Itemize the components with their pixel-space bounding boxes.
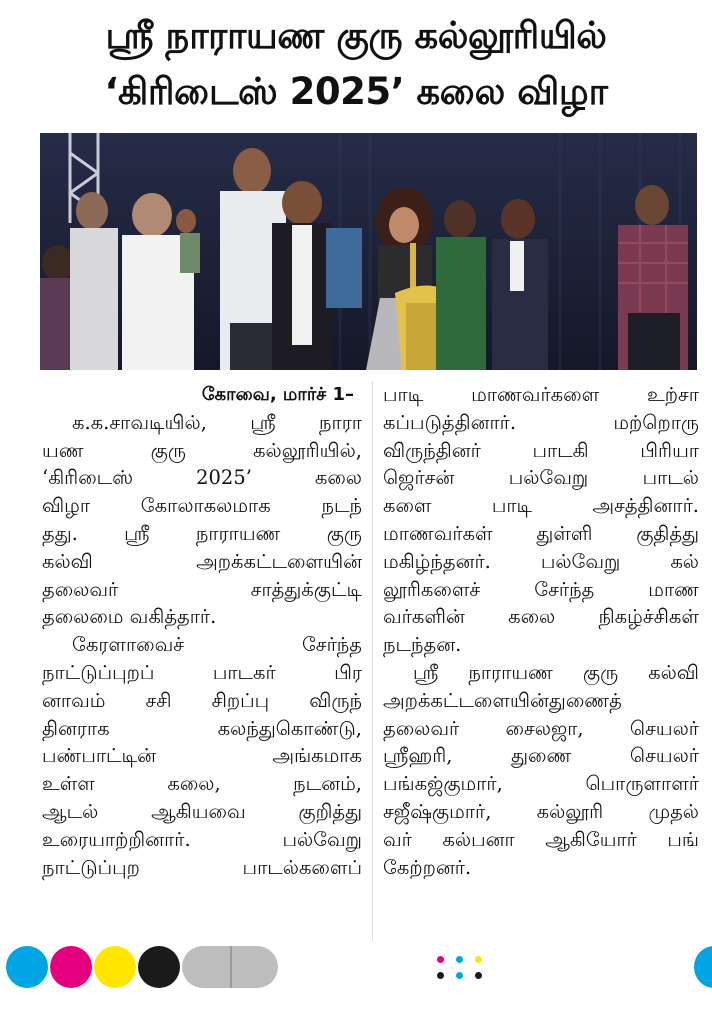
magenta-registration-dot bbox=[50, 946, 92, 988]
text-line: வர் கல்பனா ஆகியோர் பங் bbox=[383, 827, 699, 851]
column-divider bbox=[372, 381, 373, 941]
small-black-dot bbox=[437, 972, 444, 979]
text-line: க.க.சாவடியில், ஸ்ரீ நாரா bbox=[72, 410, 362, 434]
text-line: னாவம் சசி சிறப்பு விருந் bbox=[42, 688, 362, 712]
small-cyan-dot bbox=[456, 956, 463, 963]
text-line: மகிழ்ந்தனர். பல்வேறு கல் bbox=[383, 549, 699, 573]
text-line: கப்படுத்தினார். மற்றொரு bbox=[383, 410, 699, 434]
text-line: பாடி மாணவர்களை உற்சா bbox=[383, 383, 699, 406]
article-column-1 bbox=[42, 381, 362, 881]
text-line: கேற்றனர். bbox=[383, 855, 472, 879]
cyan-edge-dot bbox=[694, 946, 712, 988]
black-registration-dot bbox=[138, 946, 180, 988]
text-line: தினராக கலந்துகொண்டு, bbox=[42, 716, 362, 740]
yellow-registration-dot bbox=[94, 946, 136, 988]
headline-line-1: ஸ்ரீ நாராயண குரு கல்லூரியில் bbox=[105, 14, 607, 57]
text-line: ஸ்ரீஹரி, துணை செயலர் bbox=[383, 744, 699, 768]
text-line: பங்கஜ்குமார், பொருளாளர் bbox=[383, 772, 699, 796]
event-photo bbox=[40, 133, 697, 370]
dateline: கோவை, மார்ச் 1– bbox=[201, 384, 354, 405]
text-line: லூரிகளைச் சேர்ந்த மாண bbox=[383, 577, 699, 601]
text-line: விருந்தினர் பாடகி பிரியா bbox=[383, 438, 699, 462]
text-line: ‘கிரிடைஸ் 2025’ கலை bbox=[42, 466, 362, 490]
text-line: தலைவர் சாத்துக்குட்டி bbox=[42, 577, 362, 601]
text-line: தலைவர் சைலஜா, செயலர் bbox=[383, 716, 699, 740]
text-line: யண குரு கல்லூரியில், bbox=[42, 438, 362, 462]
text-line: ஆடல் ஆகியவை குறித்து bbox=[42, 799, 362, 823]
text-line: விழா கோலாகலமாக நடந் bbox=[42, 494, 362, 518]
text-line: பண்பாட்டின் அங்கமாக bbox=[42, 744, 362, 768]
small-black-dot bbox=[475, 972, 482, 979]
headline bbox=[0, 8, 712, 120]
cyan-registration-dot bbox=[6, 946, 48, 988]
text-line: களை பாடி அசத்தினார். bbox=[383, 494, 699, 518]
small-magenta-dot bbox=[437, 956, 444, 963]
text-line: சஜீஷ்குமார், கல்லூரி முதல் bbox=[383, 799, 699, 823]
text-line: நாட்டுப்புற பாடல்களைப் bbox=[42, 855, 362, 879]
small-cyan-dot bbox=[456, 972, 463, 979]
text-line: உரையாற்றினார். பல்வேறு bbox=[42, 827, 362, 851]
lamp-lighting-photo bbox=[40, 133, 697, 370]
text-line: அறக்கட்டளையின்துணைத் bbox=[383, 688, 622, 712]
text-line: கேரளாவைச் சேர்ந்த bbox=[72, 633, 362, 657]
small-yellow-dot bbox=[475, 956, 482, 963]
text-line: மாணவர்கள் துள்ளி குதித்து bbox=[383, 521, 699, 545]
headline-line-2: ‘கிரிடைஸ் 2025’ கலை விழா bbox=[104, 70, 608, 113]
text-line: தலைமை வகித்தார். bbox=[42, 605, 217, 629]
text-line: நடந்தன. bbox=[383, 633, 462, 657]
grey-bar-divider bbox=[230, 946, 232, 988]
text-line: ஜெர்சன் பல்வேறு பாடல் bbox=[383, 466, 699, 490]
text-line: கல்வி அறக்கட்டளையின் bbox=[42, 549, 362, 573]
text-line: நாட்டுப்புறப் பாடகர் பிர bbox=[42, 660, 362, 684]
text-line: தது. ஸ்ரீ நாராயண குரு bbox=[42, 521, 362, 545]
article-column-2 bbox=[383, 381, 699, 881]
text-line: ஸ்ரீ நாராயண குரு கல்வி bbox=[413, 660, 699, 684]
text-line: உள்ள கலை, நடனம், bbox=[42, 772, 362, 796]
text-line: வர்களின் கலை நிகழ்ச்சிகள் bbox=[383, 605, 699, 629]
